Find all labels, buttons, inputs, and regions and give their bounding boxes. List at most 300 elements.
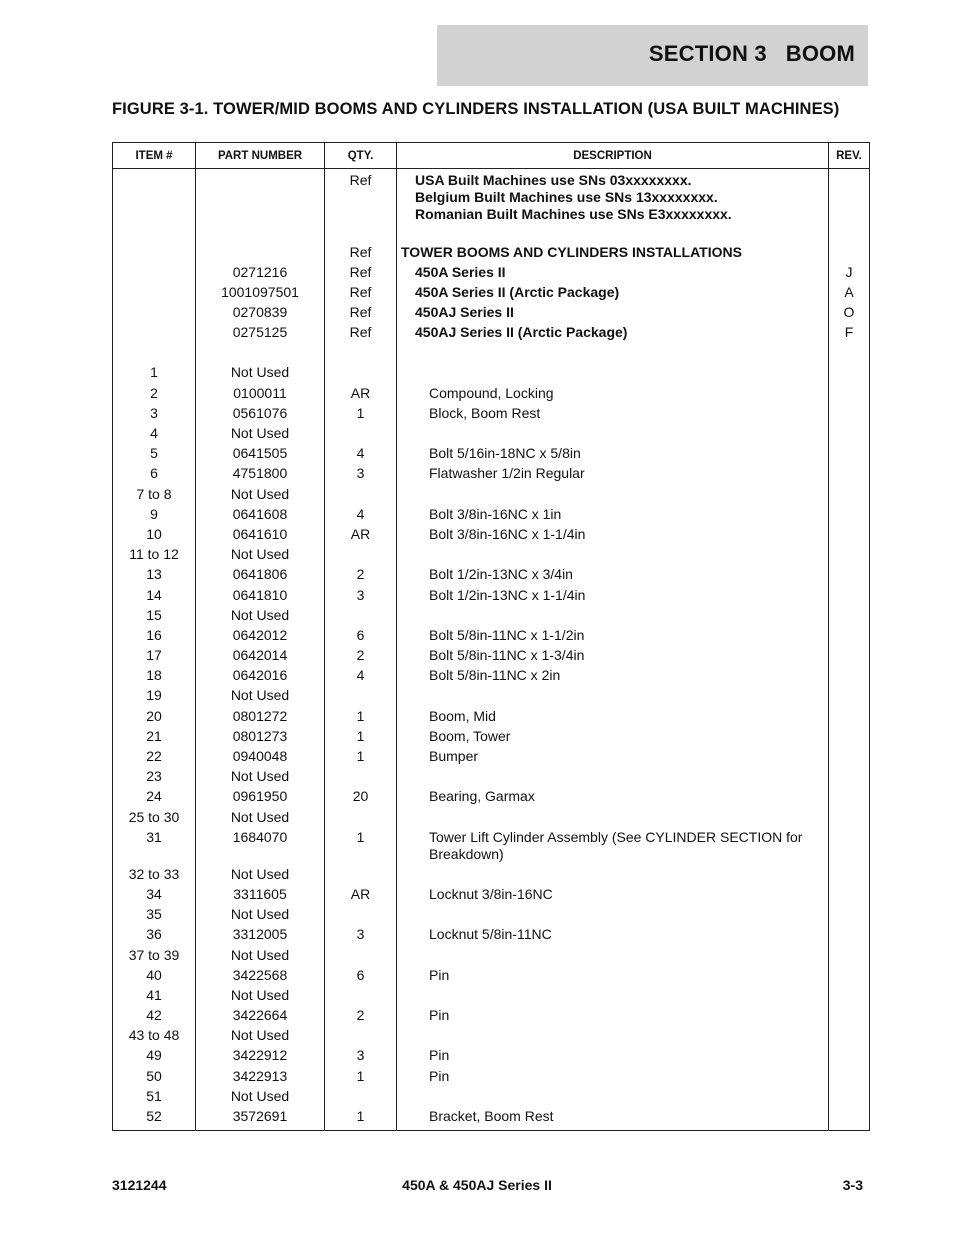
- item-number: [113, 264, 196, 284]
- quantity: [325, 1108, 397, 1131]
- quantity-text: 1: [356, 748, 365, 764]
- revision: [829, 1047, 870, 1067]
- part-number: [196, 768, 325, 788]
- part-number: [196, 1088, 325, 1108]
- description: [397, 1027, 829, 1047]
- description-text: Bolt 1/2in-13NC x 1-1/4in: [429, 586, 586, 603]
- revision: [829, 324, 870, 344]
- description: [397, 566, 829, 586]
- table-row: [113, 809, 870, 829]
- part-number: [196, 587, 325, 607]
- item-number-text: 50: [146, 1067, 162, 1084]
- part-number-text: Not Used: [230, 906, 290, 923]
- part-number-text: Not Used: [230, 546, 290, 563]
- item-number-text: 9: [150, 505, 158, 522]
- description: [397, 987, 829, 1007]
- table-row: [113, 546, 870, 566]
- table-row: [113, 987, 870, 1007]
- revision: [829, 788, 870, 808]
- assembly-qty: Ref: [325, 244, 397, 264]
- assembly-title: TOWER BOOMS AND CYLINDERS INSTALLATIONS: [397, 244, 829, 264]
- description-text: 450AJ Series II (Arctic Package): [415, 324, 628, 341]
- table-row: [113, 708, 870, 728]
- description: [397, 304, 829, 324]
- quantity: [325, 788, 397, 808]
- description: [397, 364, 829, 384]
- revision: [829, 728, 870, 748]
- part-number: [196, 425, 325, 445]
- description-text: Pin: [429, 1007, 450, 1024]
- description-text: Bolt 5/16in-18NC x 5/8in: [429, 445, 581, 462]
- quantity: [325, 967, 397, 987]
- description: [397, 967, 829, 987]
- description-text: Bolt 3/8in-16NC x 1in: [429, 505, 562, 522]
- part-number: [196, 1047, 325, 1067]
- revision: [829, 264, 870, 284]
- description: [397, 906, 829, 926]
- quantity-text: Ref: [349, 263, 372, 280]
- part-number: [196, 1007, 325, 1027]
- part-number-text: Not Used: [230, 687, 290, 704]
- part-number: [196, 385, 325, 405]
- part-number: [196, 627, 325, 647]
- description-text: Pin: [429, 1067, 450, 1084]
- item-number: [113, 947, 196, 967]
- column-header-qty: QTY.: [325, 143, 397, 169]
- description: [397, 445, 829, 465]
- footer-model: 450A & 450AJ Series II: [402, 1177, 552, 1193]
- serial-note-line: Belgium Built Machines use SNs 13xxxxxxxx.: [415, 189, 718, 205]
- quantity: [325, 465, 397, 485]
- part-number-text: 3311605: [233, 885, 287, 902]
- item-number-text: 42: [146, 1007, 162, 1024]
- spacer-cell: [829, 344, 870, 364]
- revision: [829, 667, 870, 687]
- quantity-text: 2: [356, 647, 365, 664]
- table-row: [113, 667, 870, 687]
- quantity: [325, 627, 397, 647]
- part-number: [196, 647, 325, 667]
- quantity-text: 4: [356, 667, 365, 684]
- description-text: Bolt 5/8in-11NC x 1-3/4in: [429, 647, 585, 664]
- assembly-title-row: [113, 244, 870, 264]
- description: [397, 768, 829, 788]
- description: [397, 425, 829, 445]
- table-row: [113, 1108, 870, 1131]
- part-number: [196, 566, 325, 586]
- description-text: Bolt 3/8in-16NC x 1-1/4in: [429, 525, 586, 542]
- item-number: [113, 587, 196, 607]
- quantity: [325, 687, 397, 707]
- revision: [829, 607, 870, 627]
- item-number-text: 3: [150, 404, 158, 421]
- revision: [829, 465, 870, 485]
- part-number: [196, 987, 325, 1007]
- quantity: [325, 748, 397, 768]
- revision: [829, 385, 870, 405]
- revision: [829, 1108, 870, 1131]
- quantity: [325, 385, 397, 405]
- description: [397, 708, 829, 728]
- table-row: [113, 687, 870, 707]
- item-number: [113, 486, 196, 506]
- revision: [829, 304, 870, 324]
- revision: [829, 587, 870, 607]
- item-number-text: 7 to 8: [136, 485, 172, 502]
- column-header-rev: REV.: [829, 143, 870, 169]
- quantity: [325, 284, 397, 304]
- table-row: [113, 748, 870, 768]
- item-number-text: 10: [146, 525, 162, 542]
- item-number: [113, 866, 196, 886]
- part-number-text: Not Used: [230, 986, 290, 1003]
- description: [397, 926, 829, 946]
- description-text: Bolt 5/8in-11NC x 2in: [429, 667, 561, 684]
- quantity-text: 1: [356, 727, 365, 744]
- part-number-text: 0801272: [232, 707, 288, 724]
- quantity-text: 1: [356, 828, 365, 845]
- quantity: [325, 1027, 397, 1047]
- description: [397, 809, 829, 829]
- description: [397, 1047, 829, 1067]
- quantity-text: AR: [350, 384, 371, 401]
- part-number-text: Not Used: [230, 364, 290, 381]
- part-number: [196, 967, 325, 987]
- description-text: Locknut 3/8in-16NC: [429, 885, 553, 902]
- part-number-text: Not Used: [230, 485, 290, 502]
- item-number-text: 36: [146, 926, 162, 943]
- revision-text: O: [843, 304, 855, 321]
- quantity: [325, 947, 397, 967]
- table-row: [113, 788, 870, 808]
- item-number-text: 49: [146, 1047, 162, 1064]
- quantity: [325, 926, 397, 946]
- quantity: [325, 1007, 397, 1027]
- table-row: [113, 425, 870, 445]
- item-number-text: 18: [146, 667, 162, 684]
- revision: [829, 364, 870, 384]
- revision: [829, 546, 870, 566]
- column-header-item: ITEM #: [113, 143, 196, 169]
- description: [397, 667, 829, 687]
- serial-note: [397, 169, 829, 244]
- spacer-cell: [113, 344, 196, 364]
- part-number: [196, 445, 325, 465]
- part-number: [196, 748, 325, 768]
- description-text: Tower Lift Cylinder Assembly (See CYLINDER SECTION for Breakdown): [429, 828, 803, 862]
- part-number-text: 0270839: [232, 304, 288, 321]
- item-number-text: 2: [150, 384, 158, 401]
- item-number: [113, 425, 196, 445]
- part-number-text: 3572691: [232, 1108, 288, 1124]
- revision: [829, 566, 870, 586]
- section-header-box: [437, 25, 868, 86]
- part-number-text: 0641505: [232, 445, 288, 462]
- description-text: Locknut 5/8in-11NC: [429, 926, 552, 943]
- description: [397, 405, 829, 425]
- description: [397, 284, 829, 304]
- quantity-text: 1: [356, 1067, 365, 1084]
- footer-page-number: 3-3: [842, 1177, 863, 1193]
- spacer-cell: [397, 344, 829, 364]
- item-number: [113, 1027, 196, 1047]
- description-text: Bearing, Garmax: [429, 788, 535, 805]
- revision: [829, 947, 870, 967]
- quantity: [325, 768, 397, 788]
- table-row: [113, 647, 870, 667]
- item-number-text: 37 to 39: [128, 946, 180, 963]
- quantity: [325, 264, 397, 284]
- part-number-text: 0561076: [232, 404, 288, 421]
- item-number-text: 14: [146, 586, 162, 603]
- table-row: [113, 486, 870, 506]
- quantity-text: 1: [356, 707, 365, 724]
- item-number: [113, 987, 196, 1007]
- part-number-text: Not Used: [230, 606, 290, 623]
- quantity-text: 1: [356, 1108, 365, 1124]
- table-body: [113, 169, 870, 1131]
- part-number-text: 3422664: [232, 1007, 288, 1024]
- part-number: [196, 364, 325, 384]
- table-row: [113, 728, 870, 748]
- item-number-text: 13: [146, 566, 162, 583]
- item-number: [113, 829, 196, 866]
- part-number: [196, 1068, 325, 1088]
- quantity-text: 3: [356, 586, 365, 603]
- description: [397, 788, 829, 808]
- item-number-text: 25 to 30: [128, 808, 180, 825]
- description-text: Bumper: [429, 748, 479, 764]
- revision: [829, 768, 870, 788]
- revision: [829, 906, 870, 926]
- item-number-text: 34: [146, 885, 162, 902]
- item-number-text: 15: [146, 606, 162, 623]
- part-number: [196, 886, 325, 906]
- description: [397, 829, 829, 866]
- item-number-text: 40: [146, 966, 162, 983]
- quantity-text: 6: [356, 966, 365, 983]
- item-number: [113, 284, 196, 304]
- item-number: [113, 967, 196, 987]
- description: [397, 728, 829, 748]
- description-text: Boom, Tower: [429, 727, 511, 744]
- quantity-text: 2: [356, 566, 365, 583]
- part-number: [196, 926, 325, 946]
- item-number: [113, 647, 196, 667]
- part-number-text: 1001097501: [221, 283, 299, 300]
- item-number-text: 31: [146, 828, 162, 845]
- quantity-text: AR: [350, 885, 371, 902]
- item-number-text: 20: [146, 707, 162, 724]
- part-number: [196, 324, 325, 344]
- part-number-text: 0641610: [232, 525, 288, 542]
- revision: [829, 708, 870, 728]
- description: [397, 1088, 829, 1108]
- item-number: [113, 1068, 196, 1088]
- quantity: [325, 708, 397, 728]
- revision: [829, 886, 870, 906]
- part-number-text: 0100011: [233, 384, 287, 401]
- description: [397, 465, 829, 485]
- revision: [829, 486, 870, 506]
- part-number-text: 3312005: [232, 926, 288, 943]
- description: [397, 1108, 829, 1131]
- quantity: [325, 324, 397, 344]
- revision: [829, 425, 870, 445]
- quantity-text: 20: [352, 788, 369, 805]
- item-number: [113, 768, 196, 788]
- description-text: Bolt 1/2in-13NC x 3/4in: [429, 566, 573, 583]
- quantity: [325, 1047, 397, 1067]
- part-number-text: 0641806: [232, 566, 288, 583]
- quantity-text: Ref: [349, 283, 372, 300]
- table-row: [113, 627, 870, 647]
- quantity: [325, 546, 397, 566]
- section-title: SECTION 3 BOOM: [648, 41, 855, 66]
- item-number-text: 32 to 33: [128, 865, 180, 882]
- footer-doc-number: 3121244: [112, 1177, 167, 1193]
- revision: [829, 1027, 870, 1047]
- table-row: [113, 607, 870, 627]
- table-row: [113, 385, 870, 405]
- quantity: [325, 566, 397, 586]
- revision: [829, 647, 870, 667]
- item-number-text: 17: [146, 647, 162, 664]
- part-number: [196, 264, 325, 284]
- serial-note-line: USA Built Machines use SNs 03xxxxxxxx.: [415, 172, 692, 188]
- item-number: [113, 607, 196, 627]
- column-header-description: DESCRIPTION: [397, 143, 829, 169]
- part-number-text: Not Used: [230, 1027, 290, 1044]
- item-number-text: 1: [150, 364, 158, 381]
- quantity: [325, 587, 397, 607]
- item-number: [113, 385, 196, 405]
- serial-note-row: [113, 169, 870, 244]
- table-row: [113, 906, 870, 926]
- table-row: [113, 465, 870, 485]
- item-number: [113, 324, 196, 344]
- part-number-text: Not Used: [230, 865, 290, 882]
- part-number: [196, 546, 325, 566]
- item-number: [113, 667, 196, 687]
- part-number-text: 0642014: [232, 647, 288, 664]
- table-row: [113, 829, 870, 866]
- part-number-text: 0940048: [232, 748, 288, 764]
- table-row: [113, 886, 870, 906]
- part-number-text: Not Used: [230, 1087, 290, 1104]
- quantity: [325, 1088, 397, 1108]
- revision-text: J: [845, 263, 853, 280]
- description: [397, 1068, 829, 1088]
- item-number-text: 16: [146, 626, 162, 643]
- quantity: [325, 647, 397, 667]
- part-number-text: 3422913: [232, 1067, 288, 1084]
- table-row: [113, 967, 870, 987]
- part-number-text: 0961950: [232, 788, 288, 805]
- description: [397, 1007, 829, 1027]
- item-number: [113, 926, 196, 946]
- figure-title: FIGURE 3-1. TOWER/MID BOOMS AND CYLINDERS INSTALLATION (USA BUILT MACHINES): [112, 100, 840, 118]
- table-header-row: [113, 143, 870, 169]
- quantity-text: 4: [356, 445, 365, 462]
- quantity: [325, 866, 397, 886]
- part-number: [196, 607, 325, 627]
- item-number-text: 22: [146, 748, 162, 764]
- table-row: [113, 768, 870, 788]
- table-row: [113, 1088, 870, 1108]
- part-number-text: 3422568: [232, 966, 288, 983]
- revision: [829, 829, 870, 866]
- table-row: [113, 566, 870, 586]
- quantity-text: 3: [356, 1047, 365, 1064]
- quantity: [325, 728, 397, 748]
- revision: [829, 866, 870, 886]
- description-text: Boom, Mid: [429, 707, 496, 724]
- table-row: [113, 947, 870, 967]
- revision: [829, 1088, 870, 1108]
- part-number: [196, 687, 325, 707]
- part-number: [196, 728, 325, 748]
- spacer-cell: [196, 344, 325, 364]
- description: [397, 385, 829, 405]
- revision: [829, 687, 870, 707]
- revision: [829, 987, 870, 1007]
- item-number: [113, 788, 196, 808]
- quantity: [325, 425, 397, 445]
- description: [397, 627, 829, 647]
- item-number: [113, 748, 196, 768]
- description: [397, 947, 829, 967]
- part-number: [196, 829, 325, 866]
- table-row: [113, 364, 870, 384]
- item-number: [113, 566, 196, 586]
- item-number-text: 5: [150, 445, 158, 462]
- description-text: Bracket, Boom Rest: [429, 1108, 554, 1124]
- part-number-text: 0271216: [232, 263, 288, 280]
- quantity: [325, 486, 397, 506]
- model-row: [113, 324, 870, 344]
- part-number-text: Not Used: [230, 946, 290, 963]
- description-text: 450A Series II: [415, 263, 506, 280]
- description: [397, 748, 829, 768]
- description-text: Bolt 5/8in-11NC x 1-1/2in: [429, 626, 585, 643]
- quantity: [325, 364, 397, 384]
- revision: [829, 506, 870, 526]
- quantity: [325, 667, 397, 687]
- description: [397, 866, 829, 886]
- quantity-text: AR: [350, 525, 371, 542]
- serial-note-line: Romanian Built Machines use SNs E3xxxxxxxx.: [415, 206, 732, 222]
- revision: [829, 1068, 870, 1088]
- part-number-text: 4751800: [232, 465, 288, 482]
- quantity: [325, 1068, 397, 1088]
- part-number: [196, 809, 325, 829]
- revision: [829, 748, 870, 768]
- item-number: [113, 1088, 196, 1108]
- quantity-text: 2: [356, 1007, 365, 1024]
- description: [397, 264, 829, 284]
- part-number: [196, 506, 325, 526]
- item-number: [113, 1108, 196, 1131]
- table-row: [113, 866, 870, 886]
- part-number-text: Not Used: [230, 768, 290, 785]
- description: [397, 546, 829, 566]
- part-number: [196, 526, 325, 546]
- description: [397, 647, 829, 667]
- description: [397, 526, 829, 546]
- revision: [829, 1007, 870, 1027]
- item-number-text: 41: [146, 986, 162, 1003]
